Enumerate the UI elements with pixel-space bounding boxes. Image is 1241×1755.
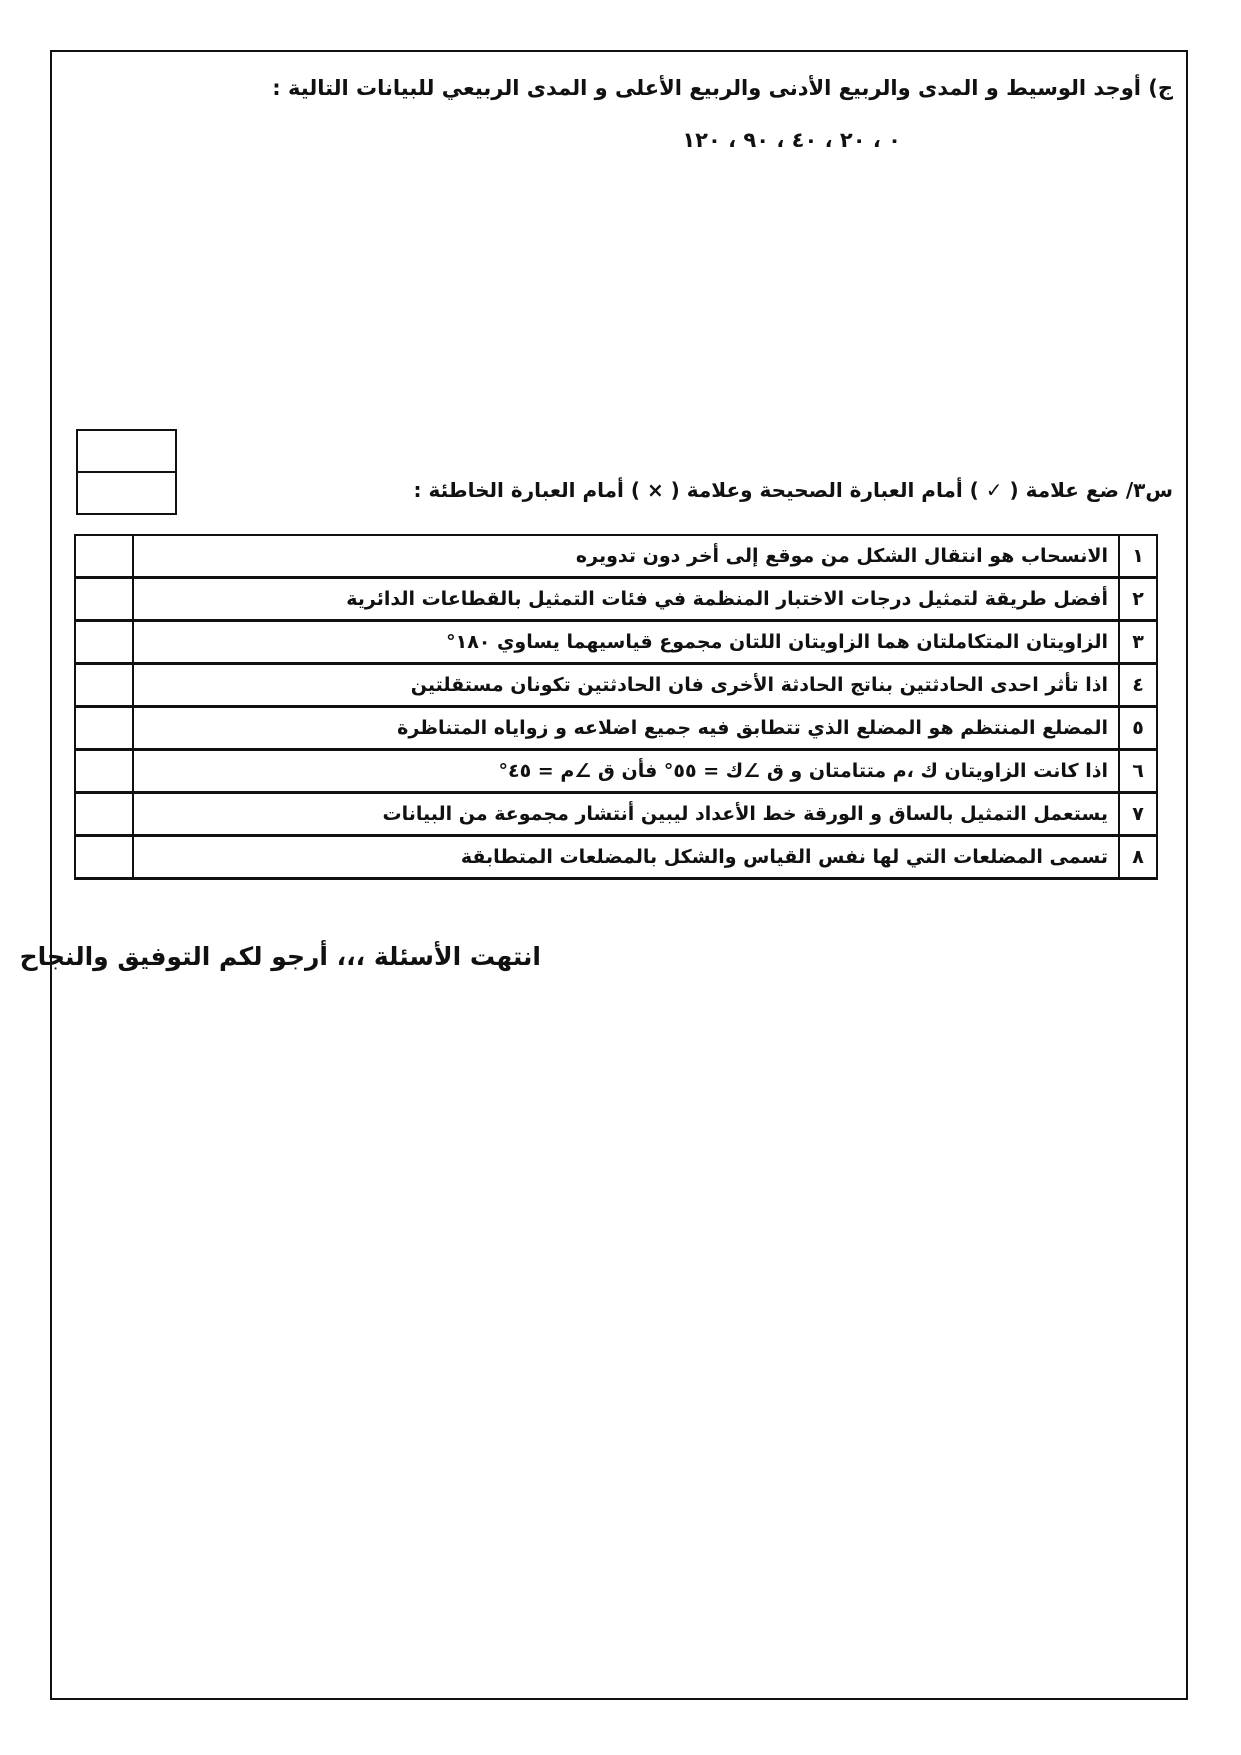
closing-message: انتهت الأسئلة ،،، أرجو لكم التوفيق والنجاح: [19, 942, 541, 971]
statement-number: ١: [1119, 535, 1157, 578]
statement-number: ٤: [1119, 664, 1157, 707]
question-c-data-values: ٠ ، ٢٠ ، ٤٠ ، ٩٠ ، ١٢٠: [682, 128, 901, 152]
statement-text: الانسحاب هو انتقال الشكل من موقع إلى أخر دون تدويره: [133, 535, 1119, 578]
answer-mark-cell[interactable]: [75, 750, 133, 793]
table-row: [75, 664, 1157, 707]
table-row: [75, 836, 1157, 879]
answer-mark-cell[interactable]: [75, 535, 133, 578]
answer-mark-cell[interactable]: [75, 793, 133, 836]
statement-text: يستعمل التمثيل بالساق و الورقة خط الأعداد ليبين أنتشار مجموعة من البيانات: [133, 793, 1119, 836]
score-box[interactable]: [76, 429, 177, 515]
statement-number: ٦: [1119, 750, 1157, 793]
table-row: [75, 793, 1157, 836]
question-c-text: ج) أوجد الوسيط و المدى والربيع الأدنى والربيع الأعلى و المدى الربيعي للبيانات التالية :: [272, 76, 1173, 100]
answer-mark-cell[interactable]: [75, 707, 133, 750]
question-3-instruction: س٣/ ضع علامة ( ✓ ) أمام العبارة الصحيحة وعلامة ( × ) أمام العبارة الخاطئة :: [413, 478, 1173, 502]
statement-text: تسمى المضلعات التي لها نفس القياس والشكل بالمضلعات المتطابقة: [133, 836, 1119, 879]
statement-number: ٣: [1119, 621, 1157, 664]
statement-text: اذا تأثر احدى الحادثتين بناتج الحادثة الأخرى فان الحادثتين تكونان مستقلتين: [133, 664, 1119, 707]
answer-mark-cell[interactable]: [75, 578, 133, 621]
statement-number: ٢: [1119, 578, 1157, 621]
answer-mark-cell[interactable]: [75, 836, 133, 879]
statement-text: أفضل طريقة لتمثيل درجات الاختبار المنظمة في فئات التمثيل بالقطاعات الدائرية: [133, 578, 1119, 621]
statement-text: اذا كانت الزاويتان ك ،م متتامتان و ق ∠ك = ٥٥° فأن ق ∠م = ٤٥°: [133, 750, 1119, 793]
statement-text: المضلع المنتظم هو المضلع الذي تتطابق فيه جميع اضلاعه و زواياه المتناظرة: [133, 707, 1119, 750]
answer-mark-cell[interactable]: [75, 621, 133, 664]
answer-mark-cell[interactable]: [75, 664, 133, 707]
statement-number: ٨: [1119, 836, 1157, 879]
table-row: [75, 750, 1157, 793]
table-row: [75, 578, 1157, 621]
statement-number: ٥: [1119, 707, 1157, 750]
table-row: [75, 621, 1157, 664]
table-row: [75, 707, 1157, 750]
true-false-table: [74, 534, 1158, 880]
statement-number: ٧: [1119, 793, 1157, 836]
table-row: [75, 535, 1157, 578]
statement-text: الزاويتان المتكاملتان هما الزاويتان اللتان مجموع قياسيهما يساوي ١٨٠°: [133, 621, 1119, 664]
score-box-divider: [78, 471, 175, 473]
